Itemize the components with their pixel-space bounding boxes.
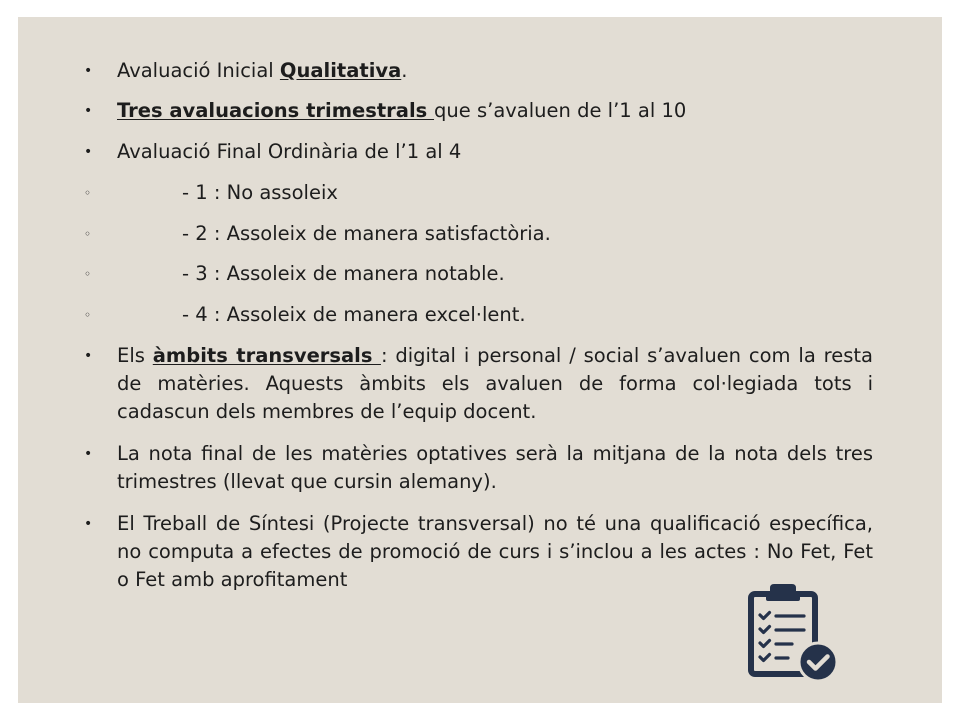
bullet-text: - 2 : Assoleix de manera satisfactòria. [182,222,551,245]
bullet-marker: ◦ [84,227,92,241]
highlight-text: Qualitativa [279,59,402,82]
bullet-text: Tres avaluacions trimestrals que s’avaluen de l’1 al 10 [117,99,687,122]
bullet-marker: • [84,348,93,364]
bullet-text: Els àmbits transversals : digital i personal / social s’avaluen com la resta de matèries. Aquests àmbits els avaluen de forma col·legiada tots i cadascun dels membres de l’equip docent. [117,344,873,423]
highlight-text: Tres avaluacions trimestrals [117,99,435,122]
bullet-marker: ◦ [84,186,92,200]
highlight-text: àmbits transversals [152,344,381,367]
bullet-marker: • [84,63,93,79]
bullet-marker: ◦ [84,308,92,322]
bullet-marker: • [84,103,93,119]
clipboard-checklist-icon [748,582,840,684]
bullet-marker: • [84,144,93,160]
bullet-marker: ◦ [84,267,92,281]
bullet-text: El Treball de Síntesi (Projecte transversal) no té una qualificació específica, no computa a efectes de promoció de curs i s’inclou a les actes : No Fet, Fet o Fet amb aprofitament [117,512,873,591]
bullet-text: - 1 : No assoleix [182,181,338,204]
bullet-text: Avaluació Final Ordinària de l’1 al 4 [117,140,462,163]
bullet-text: La nota final de les matèries optatives serà la mitjana de la nota dels tres trimestres (llevat que cursin alemany). [117,442,873,493]
bullet-marker: • [84,516,93,532]
bullet-marker: • [84,446,93,462]
bullet-text: Avaluació Inicial Qualitativa. [117,59,408,82]
bullet-text: - 3 : Assoleix de manera notable. [182,262,505,285]
slide [18,17,942,703]
bullet-text: - 4 : Assoleix de manera excel·lent. [182,303,526,326]
